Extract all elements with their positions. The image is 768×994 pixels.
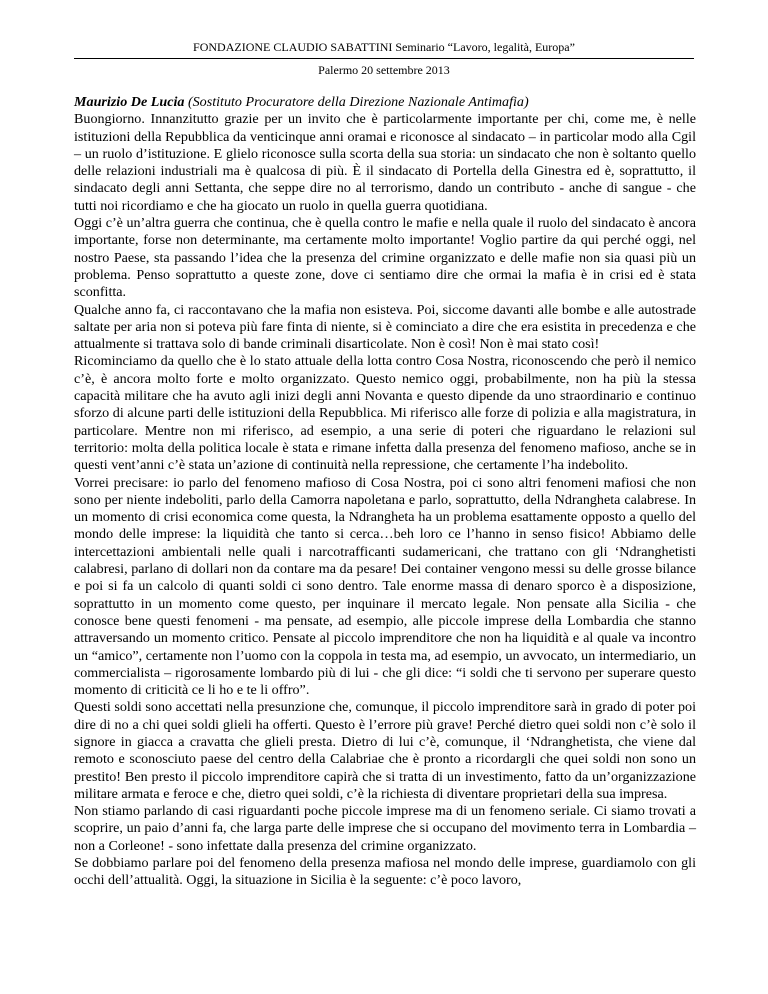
paragraph: Ricominciamo da quello che è lo stato attuale della lotta contro Cosa Nostra, riconoscendo che però il nemico c’è, è ancora molto forte e molto organizzato. Questo nemico oggi, probabilmente, non ha più la stessa capacità militare che ha avuto agli inizi degli anni Novanta e questo dipende da uno straordinario e continuo sforzo di alcune parti delle istituzioni della Repubblica. Mi riferisco alle forze di polizia e alla magistratura, in particolare. Mentre non mi riferisco, ad esempio, a una serie di poteri che riguardano le relazioni sul territorio: molta della politica locale è stata e rimane infetta dalla presenza del fenomeno mafioso, anche se in questi vent’anni c’è stata un’azione di continuità nella repressione, che certamente l’ha indebolito. [74, 353, 696, 474]
document-body [74, 94, 696, 890]
paragraph: Se dobbiamo parlare poi del fenomeno della presenza mafiosa nel mondo delle imprese, guardiamolo con gli occhi dell’attualità. Oggi, la situazione in Sicilia è la seguente: c’è poco lavoro, [74, 855, 696, 889]
header-divider [74, 58, 694, 59]
page-header [0, 40, 768, 78]
speaker-line [74, 94, 696, 111]
speaker-role: (Sostituto Procuratore della Direzione Nazionale Antimafia) [184, 94, 529, 110]
speaker-name: Maurizio De Lucia [74, 94, 185, 110]
header-date: Palermo 20 settembre 2013 [318, 62, 450, 77]
paragraph: Oggi c’è un’altra guerra che continua, che è quella contro le mafie e nella quale il ruolo del sindacato è ancora importante, forse non determinante, ma certamente molto importante! Voglio partire da qui perché oggi, nel nostro Paese, sta passando l’idea che la presenza del crimine organizzato e delle mafie non sia quasi più un problema. Penso soprattutto a queste zone, dove ci sentiamo dire che ormai la mafia è in crisi ed è stata sconfitta. [74, 215, 696, 301]
paragraph: Buongiorno. Innanzitutto grazie per un invito che è particolarmente importante per chi, come me, è nelle istituzioni della Repubblica da venticinque anni oramai e riconosce al sindacato – in particolar modo alla Cgil – un ruolo d’istituzione. E glielo riconosce sulla scorta della sua storia: un sindacato che non è soltanto quello delle relazioni industriali ma è qualcosa di più. È il sindacato di Portella della Ginestra ed è, soprattutto, il sindacato degli anni Settanta, che seppe dire no al terrorismo, dando un contributo - anche di sangue - che tutti noi ricordiamo e che ha giocato un ruolo in quella guerra quotidiana. [74, 111, 696, 214]
header-title: FONDAZIONE CLAUDIO SABATTINI Seminario “Lavoro, legalità, Europa” [193, 40, 575, 54]
paragraph: Questi soldi sono accettati nella presunzione che, comunque, il piccolo imprenditore sarà in grado di poter poi dire di no a chi quei soldi glieli ha offerti. Questo è l’errore più grave! Perché dietro quei soldi non c’è solo il signore in giacca a cravatta che glieli presta. Dietro di lui c’è, comunque, il ‘Ndranghetista, che viene dal remoto e sconosciuto paese del centro della Calabriae che è pronto a ricordargli che quei soldi non sono un prestito! Ben presto il piccolo imprenditore capirà che si tratta di un investimento, fatto da un’organizzazione militare armata e feroce e che, dietro quei soldi, c’è la richiesta di diventare proprietari della sua impresa. [74, 699, 696, 802]
paragraph: Qualche anno fa, ci raccontavano che la mafia non esisteva. Poi, siccome davanti alle bombe e alle autostrade saltate per aria non si poteva più fare finta di niente, si è cominciato a dire che era esistita in precedenza e che attualmente si trattava solo di bande criminali disarticolate. Non è così! Non è mai stato così! [74, 301, 696, 353]
paragraph: Vorrei precisare: io parlo del fenomeno mafioso di Cosa Nostra, poi ci sono altri fenomeni mafiosi che non sono per niente indeboliti, parlo della Camorra napoletana e parlo, soprattutto, della Ndrangheta calabrese. In un momento di crisi economica come questa, la Ndrangheta ha un problema esattamente opposto a quello del mondo delle imprese: la liquidità che tanto si cerca…beh loro ce l’hanno in senso fisico! Abbiamo delle intercettazioni ambientali nelle quali i narcotrafficanti sudamericani, che trattano con gli ‘Ndranghetisti calabresi, parlano di dollari non da contare ma da pesare! Dei container vengono messi su delle grosse bilance e poi si fa un calcolo di quanti soldi ci sono dentro. Tale enorme massa di denaro sporco è a disposizione, soprattutto in un momento come questo, per inquinare il mercato legale. Non pensate alla Sicilia - che conosce bene questi fenomeni - ma pensate, ad esempio, alle piccole imprese della Lombardia che stanno attraversando un momento critico. Pensate al piccolo imprenditore che non ha liquidità e al quale va incontro un “amico”, certamente non l’uomo con la coppola in testa ma, ad esempio, un avvocato, un intermediario, un commercialista – rigorosamente lombardo più di lui - che gli dice: “i soldi che ti servono per superare questo momento di criticità ce li ho e te li offro”. [74, 474, 696, 699]
paragraph: Non stiamo parlando di casi riguardanti poche piccole imprese ma di un fenomeno seriale. Ci siamo trovati a scoprire, un paio d’anni fa, che larga parte delle imprese che si occupano del movimento terra in Lombardia – non a Corleone! - sono infettate dalla presenza del crimine organizzato. [74, 803, 696, 854]
